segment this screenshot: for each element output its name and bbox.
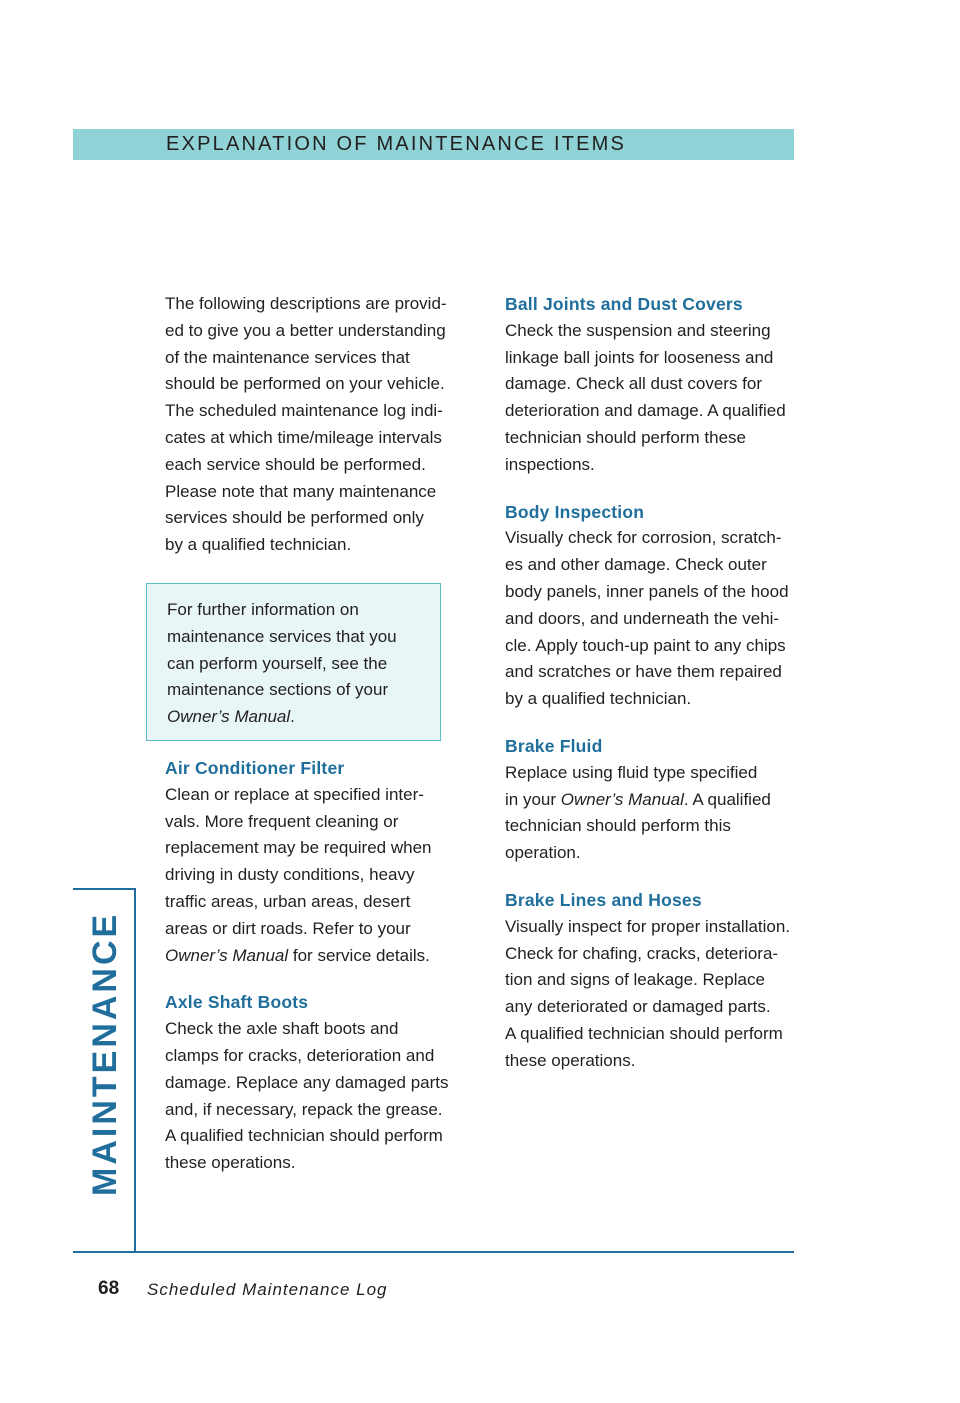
intro-line: by a qualified technician. xyxy=(165,535,352,555)
info-line: For further information on xyxy=(167,599,359,619)
section-line: these operations. xyxy=(505,1050,636,1070)
section-line: driving in dusty conditions, heavy xyxy=(165,865,415,885)
right-column xyxy=(505,291,805,1095)
section-line xyxy=(505,787,805,814)
owners-manual-ref: Owner’s Manual xyxy=(560,789,684,809)
section-line: A qualified technician should perform xyxy=(505,1023,783,1043)
page-title: EXPLANATION OF MAINTENANCE ITEMS xyxy=(166,133,627,155)
section-heading: Brake Fluid xyxy=(505,735,603,756)
section-line: Visually inspect for proper installation. xyxy=(505,916,791,936)
section-line: and scratches or have them repaired xyxy=(505,662,782,682)
section-body-inspection xyxy=(505,499,805,713)
header-bar xyxy=(73,129,794,160)
section-line: tion and signs of leakage. Replace xyxy=(505,970,765,990)
section-line: damage. Replace any damaged parts xyxy=(165,1072,449,1092)
section-line: operation. xyxy=(505,843,581,863)
section-ball-joints xyxy=(505,291,805,479)
section-line: technician should perform these xyxy=(505,427,746,447)
side-tick-rule xyxy=(73,888,136,890)
section-axle-shaft-boots xyxy=(165,989,465,1177)
info-line: maintenance sections of your xyxy=(167,680,389,700)
section-line: and, if necessary, repack the grease. xyxy=(165,1099,443,1119)
section-line: traffic areas, urban areas, desert xyxy=(165,891,411,911)
section-line: areas or dirt roads. Refer to your xyxy=(165,918,411,938)
section-heading: Ball Joints and Dust Covers xyxy=(505,294,743,314)
section-line: vals. More frequent cleaning or xyxy=(165,811,399,831)
info-line: can perform yourself, see the xyxy=(167,653,388,673)
section-line: A qualified technician should perform xyxy=(165,1126,443,1146)
section-line: deterioration and damage. A qualified xyxy=(505,401,786,421)
section-brake-lines xyxy=(505,887,805,1075)
info-line xyxy=(167,704,420,731)
section-line: by a qualified technician. xyxy=(505,689,692,709)
side-section-label: MAINTENANCE xyxy=(86,911,124,1196)
owners-manual-ref: Owner’s Manual xyxy=(167,707,291,727)
intro-line: services should be performed only xyxy=(165,508,424,528)
section-heading: Air Conditioner Filter xyxy=(165,757,345,778)
section-line: linkage ball joints for looseness and xyxy=(505,347,774,367)
section-heading: Brake Lines and Hoses xyxy=(505,889,702,910)
section-line: inspections. xyxy=(505,454,595,474)
section-line: Replace using fluid type specified xyxy=(505,762,758,782)
section-line: any deteriorated or damaged parts. xyxy=(505,997,771,1017)
section-line: Clean or replace at specified inter- xyxy=(165,784,424,804)
intro-line: each service should be performed. xyxy=(165,454,426,474)
intro-line: of the maintenance services that xyxy=(165,347,410,367)
bottom-rule xyxy=(73,1251,794,1253)
section-line: body panels, inner panels of the hood xyxy=(505,581,789,601)
section-line-pre: in your xyxy=(505,789,561,809)
intro-line: should be performed on your vehicle. xyxy=(165,374,445,394)
section-line-post: . A qualified xyxy=(683,789,771,809)
section-line: Check the suspension and steering xyxy=(505,320,771,340)
section-line: damage. Check all dust covers for xyxy=(505,374,763,394)
section-air-conditioner-filter xyxy=(165,755,465,969)
section-line: Visually check for corrosion, scratch- xyxy=(505,528,782,548)
intro-line: cates at which time/mileage intervals xyxy=(165,427,442,447)
intro-line: The scheduled maintenance log indi- xyxy=(165,401,443,421)
section-line: and doors, and underneath the vehi- xyxy=(505,608,780,628)
section-line: Check the axle shaft boots and xyxy=(165,1019,399,1039)
intro-line: Please note that many maintenance xyxy=(165,481,437,501)
info-callout-box xyxy=(146,583,441,741)
left-column xyxy=(165,291,465,1197)
section-brake-fluid xyxy=(505,733,805,867)
footer-title: Scheduled Maintenance Log xyxy=(147,1280,388,1299)
section-line-tail: for service details. xyxy=(288,945,430,965)
section-line: technician should perform this xyxy=(505,816,731,836)
info-end: . xyxy=(290,707,295,727)
section-line: cle. Apply touch-up paint to any chips xyxy=(505,635,786,655)
section-heading: Body Inspection xyxy=(505,501,645,522)
intro-paragraph xyxy=(165,291,465,559)
section-line: Check for chafing, cracks, deteriora- xyxy=(505,943,779,963)
side-vertical-rule xyxy=(134,890,136,1252)
owners-manual-ref: Owner’s Manual xyxy=(165,945,289,965)
section-heading: Axle Shaft Boots xyxy=(165,992,309,1013)
section-line: clamps for cracks, deterioration and xyxy=(165,1045,435,1065)
section-line xyxy=(165,943,465,970)
section-line: es and other damage. Check outer xyxy=(505,555,767,575)
intro-line: The following descriptions are provid- xyxy=(165,294,447,313)
info-line: maintenance services that you xyxy=(167,626,397,646)
section-line: these operations. xyxy=(165,1153,296,1173)
section-line: replacement may be required when xyxy=(165,838,432,858)
intro-line: ed to give you a better understanding xyxy=(165,320,446,340)
page-number: 68 xyxy=(98,1278,120,1299)
